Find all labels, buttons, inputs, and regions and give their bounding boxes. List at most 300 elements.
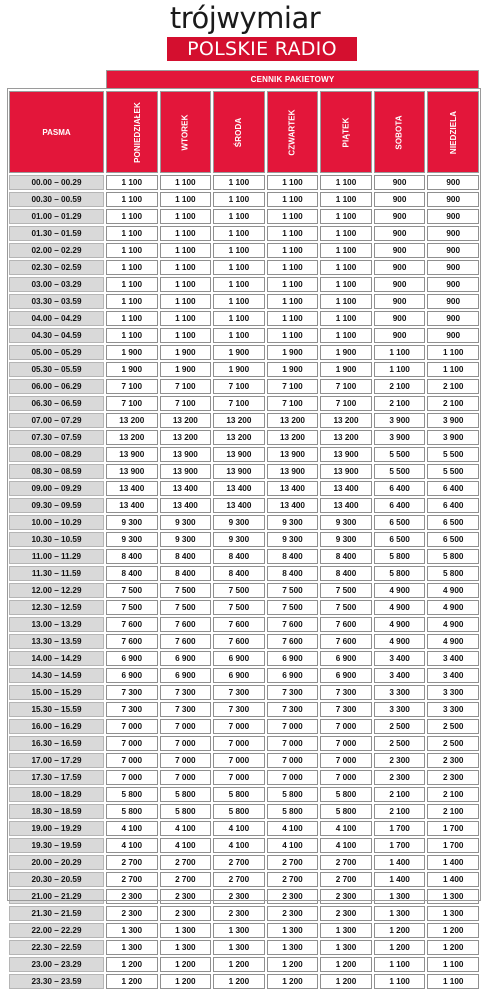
price-cell: 2 500	[427, 719, 479, 734]
time-band-cell: 16.30 – 16.59	[9, 736, 104, 751]
price-cell: 1 900	[213, 345, 265, 360]
price-cell: 8 400	[106, 549, 158, 564]
price-cell: 1 100	[160, 209, 212, 224]
price-cell: 8 400	[160, 566, 212, 581]
time-band-cell: 04.30 – 04.59	[9, 328, 104, 343]
price-cell: 7 600	[320, 634, 372, 649]
price-cell: 4 900	[427, 600, 479, 615]
price-cell: 3 900	[427, 413, 479, 428]
price-cell: 900	[427, 226, 479, 241]
price-cell: 1 100	[160, 226, 212, 241]
price-cell: 2 300	[106, 889, 158, 904]
price-cell: 2 100	[427, 787, 479, 802]
price-cell: 1 100	[106, 226, 158, 241]
price-cell: 4 900	[374, 617, 426, 632]
price-cell: 7 000	[213, 719, 265, 734]
price-cell: 8 400	[320, 566, 372, 581]
day-header-label: WTOREK	[180, 113, 190, 151]
price-cell: 9 300	[320, 515, 372, 530]
price-cell: 1 200	[160, 974, 212, 989]
price-cell: 1 300	[160, 923, 212, 938]
price-cell: 1 100	[213, 277, 265, 292]
price-cell: 1 300	[106, 940, 158, 955]
time-band-cell: 07.00 – 07.29	[9, 413, 104, 428]
price-cell: 6 900	[160, 668, 212, 683]
table-row	[9, 906, 479, 921]
price-cell: 1 100	[267, 192, 319, 207]
price-cell: 8 400	[160, 549, 212, 564]
price-cell: 1 100	[160, 277, 212, 292]
price-cell: 7 600	[160, 617, 212, 632]
time-band-cell: 08.00 – 08.29	[9, 447, 104, 462]
price-cell: 7 500	[213, 600, 265, 615]
price-cell: 13 200	[160, 430, 212, 445]
price-cell: 7 100	[106, 379, 158, 394]
price-cell: 1 300	[267, 923, 319, 938]
time-band-cell: 07.30 – 07.59	[9, 430, 104, 445]
price-cell: 13 400	[213, 481, 265, 496]
price-cell: 1 100	[106, 192, 158, 207]
price-cell: 5 500	[374, 447, 426, 462]
price-cell: 13 900	[213, 447, 265, 462]
price-cell: 5 800	[267, 804, 319, 819]
price-cell: 7 000	[213, 736, 265, 751]
price-cell: 1 300	[213, 923, 265, 938]
price-cell: 7 600	[106, 617, 158, 632]
price-cell: 2 300	[427, 770, 479, 785]
price-cell: 13 400	[267, 481, 319, 496]
price-cell: 7 000	[213, 753, 265, 768]
price-cell: 7 300	[267, 702, 319, 717]
table-row	[9, 413, 479, 428]
price-cell: 5 800	[160, 787, 212, 802]
table-row	[9, 209, 479, 224]
table-row	[9, 566, 479, 581]
price-cell: 13 200	[160, 413, 212, 428]
day-header-row	[9, 91, 479, 173]
time-band-cell: 13.00 – 13.29	[9, 617, 104, 632]
table-row	[9, 515, 479, 530]
price-cell: 4 100	[320, 838, 372, 853]
price-cell: 7 100	[160, 396, 212, 411]
price-cell: 6 400	[374, 481, 426, 496]
group-header-row	[9, 70, 479, 89]
price-cell: 13 200	[213, 430, 265, 445]
price-cell: 1 100	[213, 209, 265, 224]
table-row	[9, 685, 479, 700]
price-cell: 1 100	[320, 226, 372, 241]
price-cell: 6 400	[427, 481, 479, 496]
price-cell: 4 900	[427, 634, 479, 649]
price-cell: 1 100	[160, 243, 212, 258]
price-cell: 3 400	[374, 668, 426, 683]
time-band-cell: 00.00 – 00.29	[9, 175, 104, 190]
price-cell: 13 400	[213, 498, 265, 513]
table-row	[9, 923, 479, 938]
price-cell: 1 400	[427, 872, 479, 887]
price-cell: 2 700	[320, 855, 372, 870]
time-band-cell: 03.30 – 03.59	[9, 294, 104, 309]
price-cell: 1 100	[320, 175, 372, 190]
time-band-cell: 00.30 – 00.59	[9, 192, 104, 207]
price-cell: 5 500	[427, 447, 479, 462]
table-row	[9, 379, 479, 394]
price-cell: 1 200	[427, 923, 479, 938]
price-cell: 1 100	[213, 294, 265, 309]
price-cell: 13 400	[160, 481, 212, 496]
price-cell: 1 700	[427, 838, 479, 853]
price-cell: 5 800	[374, 549, 426, 564]
price-cell: 1 100	[213, 192, 265, 207]
price-cell: 1 200	[106, 974, 158, 989]
price-cell: 7 100	[320, 396, 372, 411]
price-cell: 1 700	[374, 838, 426, 853]
price-cell: 1 100	[267, 328, 319, 343]
price-cell: 9 300	[106, 515, 158, 530]
day-header-label: ŚRODA	[234, 117, 244, 147]
day-header-6	[374, 91, 426, 173]
price-cell: 4 900	[427, 617, 479, 632]
price-cell: 1 100	[267, 226, 319, 241]
price-cell: 6 900	[320, 651, 372, 666]
table-row	[9, 617, 479, 632]
price-cell: 1 400	[374, 872, 426, 887]
time-band-cell: 11.30 – 11.59	[9, 566, 104, 581]
price-cell: 13 400	[160, 498, 212, 513]
price-cell: 13 200	[267, 413, 319, 428]
price-cell: 1 100	[106, 294, 158, 309]
table-row	[9, 294, 479, 309]
price-cell: 1 200	[374, 923, 426, 938]
price-cell: 13 900	[267, 464, 319, 479]
price-cell: 1 100	[267, 209, 319, 224]
table-row	[9, 600, 479, 615]
price-cell: 2 700	[106, 855, 158, 870]
price-cell: 1 200	[427, 940, 479, 955]
table-row	[9, 651, 479, 666]
price-cell: 7 300	[160, 685, 212, 700]
price-cell: 1 100	[160, 192, 212, 207]
price-cell: 7 000	[160, 736, 212, 751]
table-row	[9, 838, 479, 853]
table-row	[9, 192, 479, 207]
price-cell: 13 900	[106, 464, 158, 479]
table-row	[9, 583, 479, 598]
time-band-cell: 12.00 – 12.29	[9, 583, 104, 598]
price-cell: 9 300	[160, 515, 212, 530]
time-band-cell: 02.00 – 02.29	[9, 243, 104, 258]
price-cell: 2 700	[160, 855, 212, 870]
price-cell: 1 900	[320, 362, 372, 377]
price-cell: 1 100	[106, 260, 158, 275]
price-cell: 900	[374, 243, 426, 258]
price-cell: 1 100	[427, 345, 479, 360]
price-cell: 4 100	[267, 838, 319, 853]
price-cell: 13 900	[106, 447, 158, 462]
price-cell: 5 800	[213, 787, 265, 802]
price-cell: 7 500	[320, 600, 372, 615]
price-cell: 7 100	[160, 379, 212, 394]
price-cell: 900	[427, 209, 479, 224]
price-cell: 5 800	[213, 804, 265, 819]
price-cell: 1 100	[106, 277, 158, 292]
table-row	[9, 702, 479, 717]
price-cell: 2 300	[374, 753, 426, 768]
day-header-label: CZWARTEK	[287, 108, 297, 156]
price-cell: 900	[374, 192, 426, 207]
price-cell: 1 900	[320, 345, 372, 360]
price-cell: 8 400	[267, 549, 319, 564]
price-cell: 4 900	[427, 583, 479, 598]
table-row	[9, 974, 479, 989]
day-header-label: PIĄTEK	[341, 117, 351, 147]
time-band-cell: 13.30 – 13.59	[9, 634, 104, 649]
time-band-cell: 15.30 – 15.59	[9, 702, 104, 717]
price-cell: 5 800	[374, 566, 426, 581]
price-cell: 1 300	[320, 923, 372, 938]
table-row	[9, 447, 479, 462]
price-cell: 6 900	[267, 668, 319, 683]
price-cell: 1 100	[267, 294, 319, 309]
price-cell: 1 200	[213, 957, 265, 972]
price-cell: 4 900	[374, 583, 426, 598]
time-band-cell: 09.00 – 09.29	[9, 481, 104, 496]
price-rows	[9, 175, 479, 989]
price-cell: 2 300	[213, 906, 265, 921]
price-cell: 1 100	[106, 328, 158, 343]
price-cell: 7 500	[267, 583, 319, 598]
price-cell: 1 200	[267, 974, 319, 989]
price-cell: 900	[427, 260, 479, 275]
price-cell: 7 500	[320, 583, 372, 598]
price-cell: 1 100	[213, 243, 265, 258]
time-band-cell: 18.30 – 18.59	[9, 804, 104, 819]
price-cell: 8 400	[267, 566, 319, 581]
price-cell: 7 000	[267, 753, 319, 768]
time-band-cell: 06.00 – 06.29	[9, 379, 104, 394]
table-row	[9, 243, 479, 258]
price-cell: 1 400	[374, 855, 426, 870]
price-cell: 2 500	[374, 719, 426, 734]
price-cell: 2 100	[427, 804, 479, 819]
price-cell: 2 700	[320, 872, 372, 887]
price-cell: 7 600	[106, 634, 158, 649]
price-cell: 7 300	[320, 685, 372, 700]
price-cell: 1 300	[374, 906, 426, 921]
price-cell: 2 300	[160, 889, 212, 904]
price-cell: 1 400	[427, 855, 479, 870]
price-cell: 1 100	[320, 277, 372, 292]
time-band-cell: 21.30 – 21.59	[9, 906, 104, 921]
price-cell: 2 300	[160, 906, 212, 921]
price-cell: 900	[374, 294, 426, 309]
price-cell: 1 100	[160, 260, 212, 275]
pasma-header: PASMA	[9, 91, 104, 173]
price-cell: 7 100	[106, 396, 158, 411]
price-cell: 1 100	[160, 311, 212, 326]
price-cell: 7 000	[106, 736, 158, 751]
price-cell: 2 100	[427, 379, 479, 394]
price-cell: 1 300	[106, 923, 158, 938]
price-cell: 13 900	[160, 447, 212, 462]
price-cell: 900	[427, 328, 479, 343]
price-cell: 7 300	[160, 702, 212, 717]
table-row	[9, 311, 479, 326]
time-band-cell: 12.30 – 12.59	[9, 600, 104, 615]
price-cell: 4 100	[160, 821, 212, 836]
price-cell: 13 400	[267, 498, 319, 513]
price-cell: 7 000	[267, 719, 319, 734]
price-cell: 7 600	[267, 634, 319, 649]
price-cell: 7 500	[160, 583, 212, 598]
table-row	[9, 362, 479, 377]
price-cell: 2 700	[267, 872, 319, 887]
price-cell: 1 100	[320, 243, 372, 258]
price-cell: 2 100	[374, 804, 426, 819]
day-header-label: NIEDZIELA	[448, 110, 458, 154]
time-band-cell: 23.00 – 23.29	[9, 957, 104, 972]
price-cell: 1 300	[374, 889, 426, 904]
price-cell: 1 100	[106, 209, 158, 224]
price-cell: 7 000	[160, 753, 212, 768]
price-cell: 13 400	[320, 481, 372, 496]
price-cell: 1 700	[427, 821, 479, 836]
price-cell: 7 500	[267, 600, 319, 615]
price-cell: 3 400	[427, 651, 479, 666]
day-header-4	[267, 91, 319, 173]
price-cell: 2 300	[106, 906, 158, 921]
table-row	[9, 175, 479, 190]
price-cell: 7 300	[106, 702, 158, 717]
price-cell: 1 100	[427, 957, 479, 972]
day-header-1	[106, 91, 158, 173]
price-cell: 7 000	[213, 770, 265, 785]
table-row	[9, 226, 479, 241]
price-cell: 6 900	[320, 668, 372, 683]
price-cell: 1 100	[267, 243, 319, 258]
table-row	[9, 889, 479, 904]
price-cell: 900	[374, 260, 426, 275]
price-cell: 7 600	[213, 634, 265, 649]
price-cell: 13 400	[106, 498, 158, 513]
price-cell: 2 300	[320, 889, 372, 904]
price-cell: 1 200	[320, 974, 372, 989]
price-cell: 1 100	[106, 311, 158, 326]
day-header-7	[427, 91, 479, 173]
time-band-cell: 09.30 – 09.59	[9, 498, 104, 513]
price-cell: 13 200	[106, 413, 158, 428]
price-cell: 900	[427, 192, 479, 207]
time-band-cell: 06.30 – 06.59	[9, 396, 104, 411]
price-cell: 1 300	[320, 940, 372, 955]
price-cell: 3 300	[374, 685, 426, 700]
price-cell: 7 600	[213, 617, 265, 632]
price-cell: 1 100	[213, 328, 265, 343]
price-cell: 3 300	[427, 685, 479, 700]
price-cell: 9 300	[213, 515, 265, 530]
table-row	[9, 328, 479, 343]
table-row	[9, 532, 479, 547]
price-cell: 9 300	[320, 532, 372, 547]
price-cell: 1 100	[106, 243, 158, 258]
price-cell: 6 900	[267, 651, 319, 666]
price-cell: 9 300	[267, 515, 319, 530]
price-cell: 4 100	[213, 821, 265, 836]
price-cell: 7 500	[213, 583, 265, 598]
price-cell: 6 900	[106, 668, 158, 683]
table-row	[9, 770, 479, 785]
time-band-cell: 22.30 – 22.59	[9, 940, 104, 955]
price-cell: 7 100	[267, 396, 319, 411]
price-cell: 5 800	[427, 566, 479, 581]
table-row	[9, 753, 479, 768]
time-band-cell: 20.00 – 20.29	[9, 855, 104, 870]
day-header-label: SOBOTA	[395, 114, 405, 150]
price-cell: 13 900	[320, 464, 372, 479]
price-cell: 1 100	[320, 294, 372, 309]
price-cell: 2 100	[374, 379, 426, 394]
price-cell: 1 100	[320, 328, 372, 343]
price-cell: 3 300	[374, 702, 426, 717]
price-cell: 7 100	[213, 396, 265, 411]
price-cell: 1 100	[374, 957, 426, 972]
table-row	[9, 668, 479, 683]
price-cell: 2 300	[267, 889, 319, 904]
price-cell: 2 300	[374, 770, 426, 785]
price-cell: 8 400	[106, 566, 158, 581]
price-cell: 1 200	[106, 957, 158, 972]
price-cell: 7 600	[320, 617, 372, 632]
time-band-cell: 16.00 – 16.29	[9, 719, 104, 734]
price-cell: 1 100	[427, 974, 479, 989]
price-cell: 900	[374, 328, 426, 343]
price-cell: 5 800	[320, 804, 372, 819]
price-cell: 900	[427, 175, 479, 190]
price-cell: 2 700	[213, 872, 265, 887]
price-table	[7, 68, 481, 991]
time-band-cell: 19.30 – 19.59	[9, 838, 104, 853]
table-row	[9, 277, 479, 292]
price-cell: 1 200	[213, 974, 265, 989]
price-cell: 8 400	[320, 549, 372, 564]
price-cell: 2 300	[213, 889, 265, 904]
price-cell: 6 900	[106, 651, 158, 666]
table-row	[9, 872, 479, 887]
price-cell: 5 800	[106, 804, 158, 819]
time-band-cell: 04.00 – 04.29	[9, 311, 104, 326]
table-row	[9, 260, 479, 275]
price-cell: 7 500	[160, 600, 212, 615]
price-cell: 2 500	[427, 736, 479, 751]
time-band-cell: 01.00 – 01.29	[9, 209, 104, 224]
price-cell: 2 100	[427, 396, 479, 411]
price-cell: 13 200	[106, 430, 158, 445]
price-cell: 7 000	[267, 736, 319, 751]
price-cell: 5 800	[160, 804, 212, 819]
table-row	[9, 634, 479, 649]
price-cell: 4 900	[374, 600, 426, 615]
price-cell: 3 300	[427, 702, 479, 717]
header-spacer	[9, 70, 104, 89]
price-cell: 7 300	[213, 702, 265, 717]
price-cell: 1 100	[320, 311, 372, 326]
price-cell: 1 300	[160, 940, 212, 955]
price-cell: 9 300	[267, 532, 319, 547]
logo-brand-bar: POLSKIE RADIO	[167, 37, 357, 61]
time-band-cell: 05.30 – 05.59	[9, 362, 104, 377]
price-cell: 13 900	[320, 447, 372, 462]
time-band-cell: 14.30 – 14.59	[9, 668, 104, 683]
